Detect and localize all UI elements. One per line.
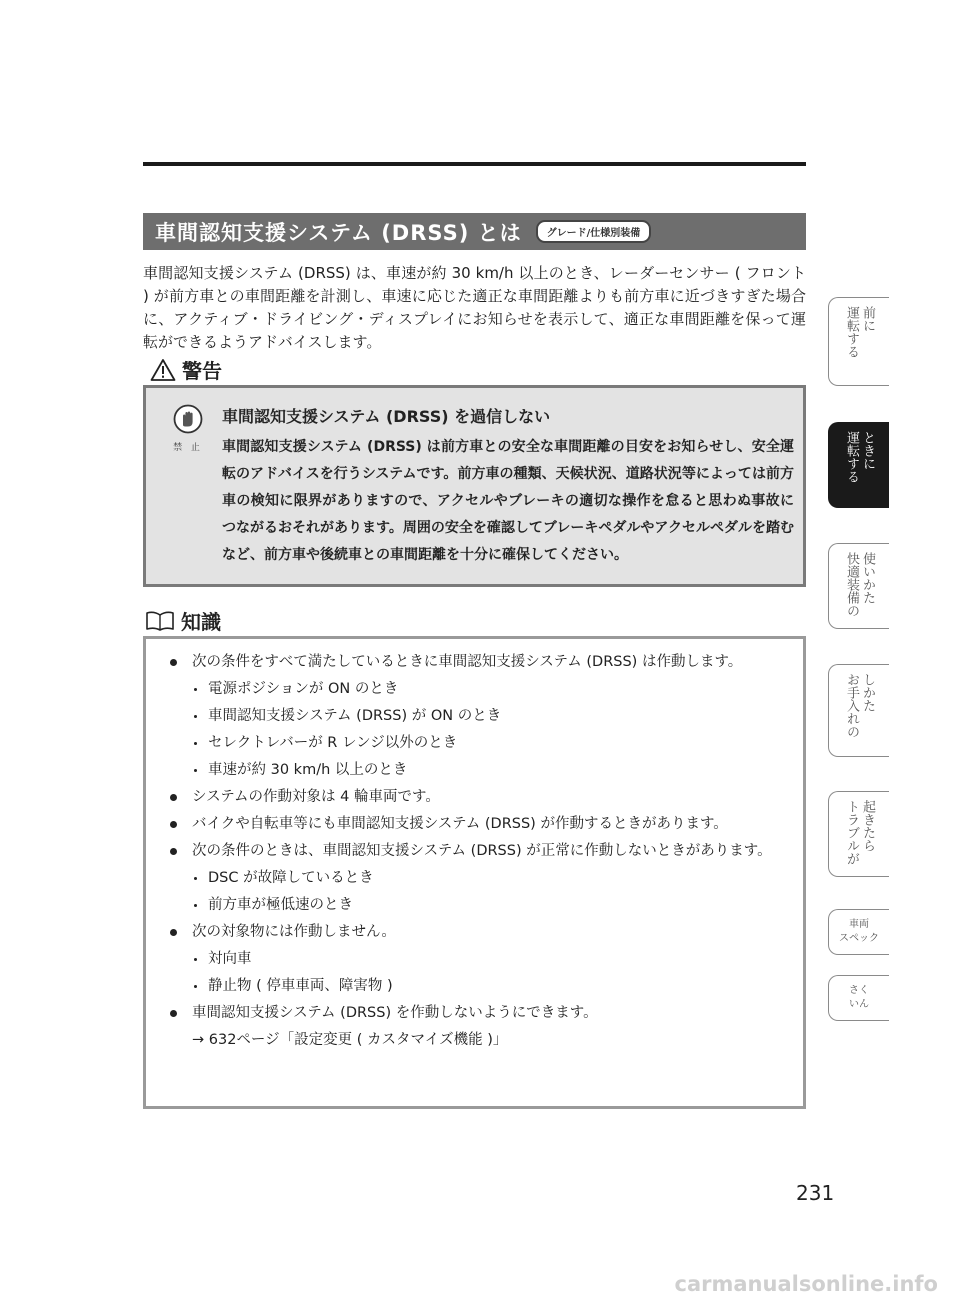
side-tab-before-driving[interactable] xyxy=(828,297,889,386)
prohibit-label: 禁 止 xyxy=(173,443,203,453)
prohibit-hand-icon xyxy=(173,404,203,434)
side-tab-specs[interactable] xyxy=(828,909,889,955)
knowledge-item: システムの作動対象は 4 輪車両です。 xyxy=(168,786,785,808)
side-tab-label: しかた xyxy=(860,673,875,712)
warning-label: 警告 xyxy=(182,359,222,383)
side-tab-label: 車両 xyxy=(849,919,869,930)
knowledge-item: 次の条件をすべて満たしているときに車間認知支援システム (DRSS) は作動します。 xyxy=(168,651,785,673)
knowledge-title xyxy=(145,606,221,635)
warning-triangle-icon xyxy=(150,358,176,382)
side-tab-label: ときに xyxy=(860,431,875,470)
knowledge-box xyxy=(143,636,806,1109)
knowledge-subitem: 対向車 xyxy=(168,948,785,970)
side-tab-label: さく xyxy=(849,985,869,996)
top-rule xyxy=(143,162,806,166)
knowledge-subitem: 車間認知支援システム (DRSS) が ON のとき xyxy=(168,705,785,727)
side-tab-label: 使いかた xyxy=(860,552,875,604)
side-tab-equipment[interactable] xyxy=(828,543,889,629)
reference-link[interactable]: → 632ページ「設定変更 ( カスタマイズ機能 )」 xyxy=(192,1032,508,1048)
side-tab-label: 前に xyxy=(860,306,875,332)
side-tab-index[interactable] xyxy=(828,975,889,1021)
warning-box xyxy=(143,385,806,587)
warning-heading: 車間認知支援システム (DRSS) を過信しない xyxy=(222,407,551,426)
side-tab-label: いん xyxy=(849,999,869,1010)
side-tab-label: 快適装備の xyxy=(844,552,859,617)
intro-paragraph: 車間認知支援システム (DRSS) は、車速が約 30 km/h 以上のとき、レーダーセンサー ( フロント ) が前方車との車間距離を計測し、車速に応じた適正な車間距離よりも前方車に近づきすぎた場合に、アクティブ・ドライビング・ディスプレイにお知らせを表示して、適正な車間距離を保って運転ができるようアドバイスします。 xyxy=(143,264,806,351)
side-tab-while-driving[interactable] xyxy=(828,422,889,508)
knowledge-list xyxy=(168,651,785,1024)
side-tab-label: 起きたら xyxy=(860,800,875,852)
knowledge-label: 知識 xyxy=(181,610,221,634)
side-tab-label: 運転する xyxy=(844,431,859,483)
prohibit-symbol xyxy=(168,404,208,453)
side-tab-label: トラブルが xyxy=(844,800,859,865)
knowledge-subitem: 前方車が極低速のとき xyxy=(168,894,785,916)
open-book-icon xyxy=(145,610,175,632)
knowledge-item: 次の対象物には作動しません。 xyxy=(168,921,785,943)
knowledge-subitem: 静止物 ( 停車車両、障害物 ) xyxy=(168,975,785,997)
warning-body: 車間認知支援システム (DRSS) は前方車との安全な車間距離の目安をお知らせし、安全運転のアドバイスを行うシステムです。前方車の種類、天候状況、道路状況等によっては前方車の検知に限界がありますので、アクセルやブレーキの適切な操作を怠ると思わぬ事故につながるおそれがあります。周囲の安全を確認してブレーキペダルやアクセルペダルを踏むなど、前方車や後続車との車間距離を十分に確保してください。 xyxy=(222,439,794,563)
knowledge-subitem: 車速が約 30 km/h 以上のとき xyxy=(168,759,785,781)
knowledge-item: 車間認知支援システム (DRSS) を作動しないようにできます。 xyxy=(168,1002,785,1024)
section-title: 車間認知支援システム (DRSS) とは xyxy=(155,220,522,245)
watermark: carmanualsonline.info xyxy=(674,1272,938,1296)
side-tab-label: お手入れの xyxy=(844,673,859,738)
section-heading xyxy=(143,213,806,250)
side-tab-label: 運転する xyxy=(844,306,859,358)
knowledge-subitem: 電源ポジションが ON のとき xyxy=(168,678,785,700)
side-tab-label: スペック xyxy=(839,933,879,944)
knowledge-item: バイクや自転車等にも車間認知支援システム (DRSS) が作動するときがあります。 xyxy=(168,813,785,835)
knowledge-subitem: DSC が故障しているとき xyxy=(168,867,785,889)
side-tab-maintenance[interactable] xyxy=(828,664,889,757)
knowledge-item: 次の条件のときは、車間認知支援システム (DRSS) が正常に作動しないときがあります。 xyxy=(168,840,785,862)
grade-badge: グレード/仕様別装備 xyxy=(536,220,652,243)
knowledge-subitem: セレクトレバーが R レンジ以外のとき xyxy=(168,732,785,754)
side-tab-trouble[interactable] xyxy=(828,791,889,877)
page-number: 231 xyxy=(796,1181,835,1205)
warning-title xyxy=(150,355,222,384)
